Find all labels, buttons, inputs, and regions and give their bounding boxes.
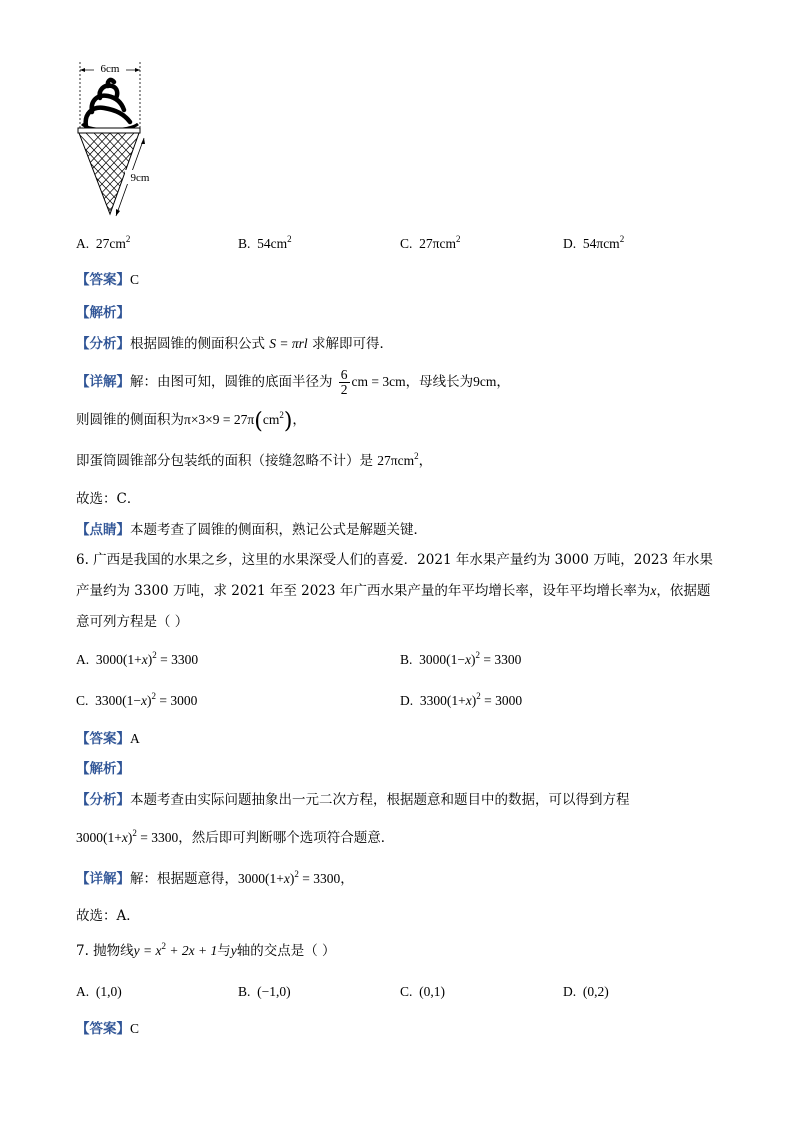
q6-fenxi: 【分析】本题考查由实际问题抽象出一元二次方程，根据题意和题目中的数据，可以得到方程 — [76, 792, 630, 808]
q6-stem-line-3: 意可列方程是（ ） — [76, 614, 189, 630]
q6-option-c: C. $3300(1-x)^2 = 3000$ — [76, 691, 198, 708]
q6-fenxi-cont: $3000(1+x)^2 = 3300$，然后即可判断哪个选项符合题意． — [76, 828, 395, 846]
q6-option-a: A. $3000(1+x)^2 = 3300$ — [76, 650, 199, 667]
q5-detail-2: 则圆锥的侧面积为$\pi\times 3\times 9 = 27\pi(cm^2)$， — [76, 409, 306, 434]
q7-option-c: C. (0,1) — [400, 984, 446, 999]
q6-option-d: D. $3300(1+x)^2 = 3000$ — [400, 691, 523, 708]
q7-option-a: A. (1,0) — [76, 984, 122, 999]
q5-option-b: B. $54cm^2$ — [238, 234, 292, 251]
q7-option-d: D. (0,2) — [563, 984, 609, 999]
q6-stem-line-2: 产量约为 3300 万吨，求 2021 年至 2023 年广西水果产量的年平均增长率，设年平均增长率为x，依据题 — [76, 583, 711, 599]
q6-choose: 故选：A． — [76, 908, 140, 924]
q7-stem: 7. 抛物线$y = x^2 + 2x + 1$与y轴的交点是（ ） — [76, 941, 336, 959]
q7-option-b: B. (−1,0) — [238, 984, 291, 999]
q5-detail-1: 【详解】解：由图可知，圆锥的底面半径为 $\frac{6}{2}$ cm = 3cm，母线长为9cm， — [76, 367, 510, 397]
q6-analysis-heading: 【解析】 — [76, 761, 130, 777]
q5-answer: 【答案】C — [76, 272, 140, 288]
side-dimension-label: 9cm — [130, 172, 150, 184]
q6-stem-line-1: 6. 广西是我国的水果之乡，这里的水果深受人们的喜爱．2021 年水果产量约为 3000 万吨，2023 年水果 — [76, 552, 713, 568]
q5-analysis-heading: 【解析】 — [76, 305, 130, 321]
q6-answer: 【答案】A — [76, 731, 140, 747]
ice-cream-cone-figure — [70, 58, 170, 223]
q5-detail-3: 即蛋筒圆锥部分包装纸的面积（接缝忽略不计）是 27πcm$^2$， — [76, 451, 433, 469]
q5-fenxi: 【分析】根据圆锥的侧面积公式 S = πrl 求解即可得． — [76, 336, 393, 352]
q6-detail: 【详解】解：根据题意得，$3000(1+x)^2 = 3300$， — [76, 869, 354, 887]
q6-option-b: B. $3000(1-x)^2 = 3300$ — [400, 650, 522, 667]
q5-option-a: A. $27cm^2$ — [76, 234, 131, 251]
top-dimension-label: 6cm — [100, 63, 120, 75]
q5-comment: 【点睛】本题考查了圆锥的侧面积，熟记公式是解题关键． — [76, 522, 427, 538]
q7-answer: 【答案】C — [76, 1021, 140, 1037]
q5-choose: 故选：C． — [76, 491, 141, 507]
q5-option-c: C. 27πcm$^2$ — [400, 234, 461, 251]
q5-option-d: D. 54πcm$^2$ — [563, 234, 625, 251]
